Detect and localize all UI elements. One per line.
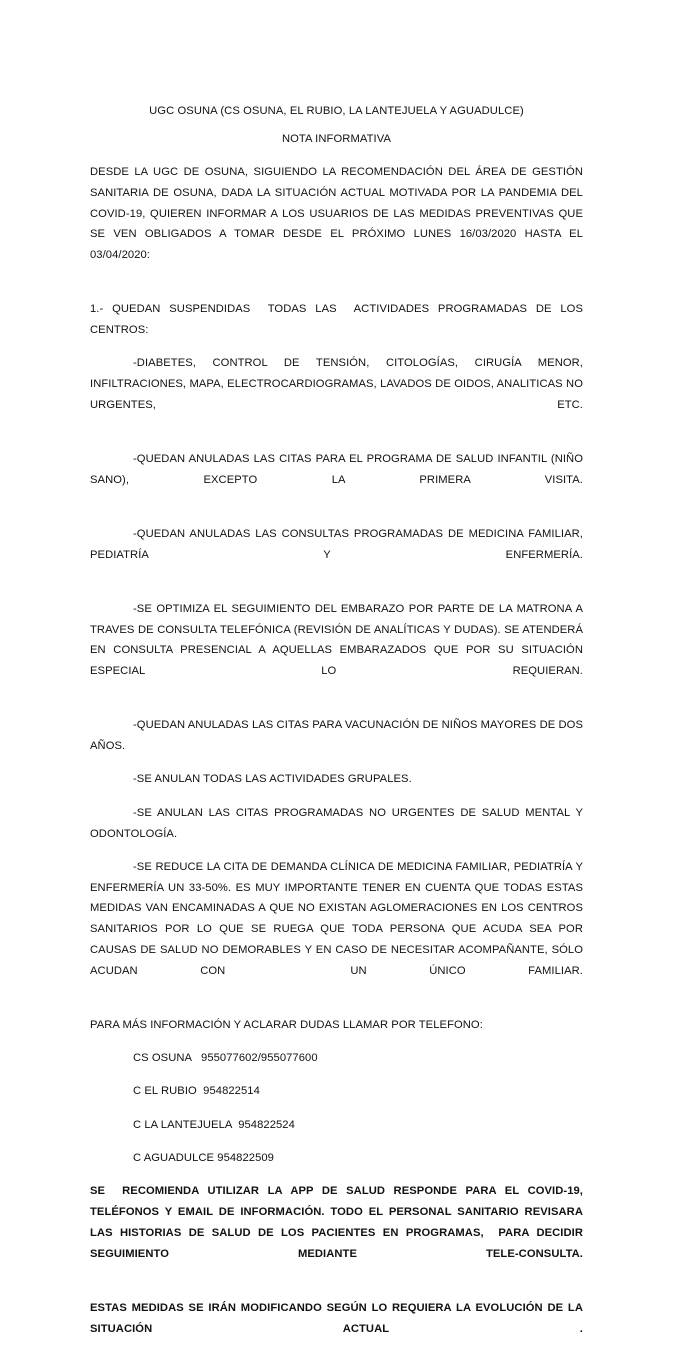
document-body	[90, 104, 590, 1360]
closing-paragraph: SE RECOMIENDA UTILIZAR LA APP DE SALUD RESPONDE PARA EL COVID-19, TELÉFONOS Y EMAIL DE INFORMACIÓN. TODO EL PERSONAL SANITARIO REVISARA LAS HISTORIAS DE SALUD DE LOS PACIENTES EN PROGRAMAS, PARA DECIDIR SEGUIMIENTO MEDIANTE TELE-CONSULTA.	[90, 1185, 587, 1260]
contact-heading: PARA MÁS INFORMACIÓN Y ACLARAR DUDAS LLAMAR POR TELEFONO:	[90, 1018, 483, 1031]
measure-item: -SE OPTIMIZA EL SEGUIMIENTO DEL EMBARAZO POR PARTE DE LA MATRONA A TRAVES DE CONSULTA TELEFÓNICA (REVISIÓN DE ANALÍTICAS Y DUDAS). SE ATENDERÁ EN CONSULTA PRESENCIAL A AQUELLAS EMBARAZADOS QUE POR SU SITUACIÓN ESPECIAL LO REQUIERAN.	[90, 602, 590, 678]
section-1-heading: 1.- QUEDAN SUSPENDIDAS TODAS LAS ACTIVIDADES PROGRAMADAS DE LOS CENTROS:	[90, 303, 587, 337]
measure-item: -SE REDUCE LA CITA DE DEMANDA CLÍNICA DE MEDICINA FAMILIAR, PEDIATRÍA Y ENFERMERÍA UN 33-50%. ES MUY IMPORTANTE TENER EN CUENTA QUE TODAS ESTAS MEDIDAS VAN ENCAMINADAS A QUE NO EXISTAN AGLOMERACIONES EN LOS CENTROS SANITARIOS POR LO QUE SE RUEGA QUE TODA PERSONA QUE ACUDA SEA POR CAUSAS DE SALUD NO DEMORABLES Y EN CASO DE NECESITAR ACOMPAÑANTE, SÓLO ACUDAN CON UN ÚNICO FAMILIAR.	[90, 860, 587, 977]
contact-line: C LA LANTEJUELA 954822524	[133, 1118, 295, 1131]
measure-item: -DIABETES, CONTROL DE TENSIÓN, CITOLOGÍAS, CIRUGÍA MENOR, INFILTRACIONES, MAPA, ELECTROCARDIOGRAMAS, LAVADOS DE OIDOS, ANALITICAS NO URGENTES, ETC.	[90, 357, 587, 411]
measure-item: -SE ANULAN LAS CITAS PROGRAMADAS NO URGENTES DE SALUD MENTAL Y ODONTOLOGÍA.	[90, 806, 587, 840]
contact-line: C AGUADULCE 954822509	[133, 1152, 274, 1165]
document-subtitle: NOTA INFORMATIVA	[281, 133, 392, 145]
contact-line: CS OSUNA 955077602/955077600	[133, 1052, 318, 1065]
contact-line: C EL RUBIO 954822514	[133, 1085, 260, 1098]
measure-item: -QUEDAN ANULADAS LAS CITAS PARA EL PROGRAMA DE SALUD INFANTIL (NIÑO SANO), EXCEPTO LA PRIMERA VISITA.	[90, 453, 587, 486]
measure-item: -QUEDAN ANULADAS LAS CITAS PARA VACUNACIÓN DE NIÑOS MAYORES DE DOS AÑOS.	[90, 719, 586, 753]
measure-item: -SE ANULAN TODAS LAS ACTIVIDADES GRUPALES.	[133, 773, 412, 786]
measure-item: -QUEDAN ANULADAS LAS CONSULTAS PROGRAMADAS DE MEDICINA FAMILIAR, PEDIATRÍA Y ENFERMERÍA.	[90, 527, 587, 561]
closing-paragraph: ESTAS MEDIDAS SE IRÁN MODIFICANDO SEGÚN LO REQUIERA LA EVOLUCIÓN DE LA SITUACIÓN ACTUAL .	[90, 1301, 587, 1335]
intro-paragraph: DESDE LA UGC DE OSUNA, SIGUIENDO LA RECOMENDACIÓN DEL ÁREA DE GESTIÓN SANITARIA DE OSUNA, DADA LA SITUACIÓN ACTUAL MOTIVADA POR LA PANDEMIA DEL COVID-19, QUIEREN INFORMAR A LOS USUARIOS DE LAS MEDIDAS PREVENTIVAS QUE SE VEN OBLIGADOS A TOMAR DESDE EL PRÓXIMO LUNES 16/03/2020 HASTA EL 03/04/2020:	[90, 166, 590, 262]
document-title: UGC OSUNA (CS OSUNA, EL RUBIO, LA LANTEJUELA Y AGUADULCE)	[149, 105, 524, 117]
